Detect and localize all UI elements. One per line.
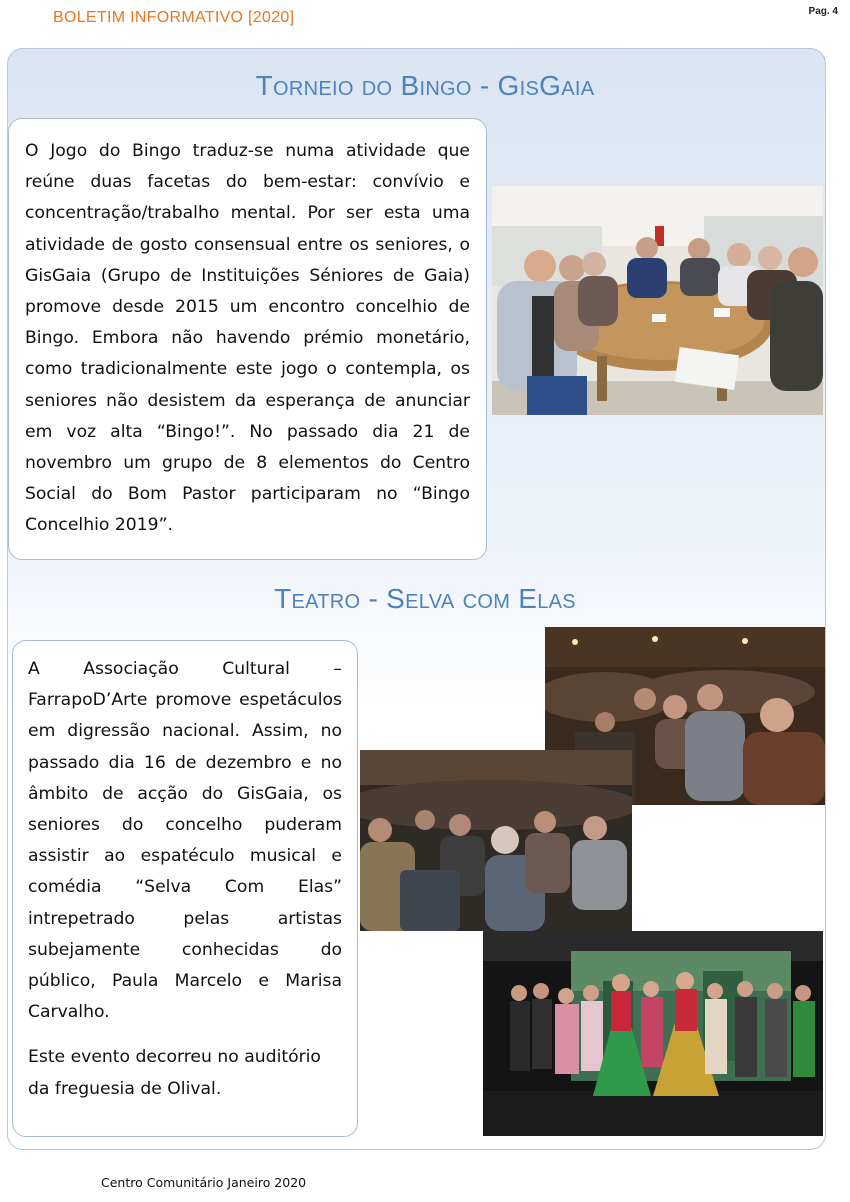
audience-photo-2-image (360, 750, 632, 931)
bingo-paragraph: O Jogo do Bingo traduz-se numa atividade que reúne duas facetas do bem-estar: convívio e concentração/trabalho mental. Por ser esta uma atividade de gosto consensual entre os seniores, o GisGaia (Grupo de Instituições Séniores de Gaia) promove desde 2015 um encontro concelhio de Bingo. Embora não havendo prémio monetário, como tradicionalmente este jogo o contempla, os seniores não desistem da esperança de anunciar em voz alta “Bingo!”. No passado dia 21 de novembro um grupo de 8 elementos do Centro Social do Bom Pastor participaram no “Bingo Concelhio 2019”. (25, 141, 470, 536)
bingo-photo (492, 186, 823, 415)
page-number: Pag. 4 (808, 6, 838, 17)
theatre-paragraph-venue: Este evento decorreu no auditório da freguesia de Olival. (28, 1047, 321, 1099)
theatre-text-card (12, 640, 358, 1137)
footer-text: Centro Comunitário Janeiro 2020 (101, 1175, 307, 1190)
bingo-photo-image (492, 186, 823, 415)
theatre-paragraph: A Associação Cultural – FarrapoD’Arte promove espetáculos em digressão nacional. Assim, no passado dia 16 de dezembro e no âmbito de acção do GisGaia, os seniores do concelho puderam assistir ao espatéculo musical e comédia “Selva Com Elas” intrepetrado pelas artistas subejamente conhecidas do público, Paula Marcelo e Marisa Carvalho. (28, 659, 342, 1023)
audience-photo-2 (360, 750, 632, 931)
stage-photo-image (483, 931, 823, 1136)
section-heading-bingo: Torneio do Bingo - GisGaia (255, 70, 595, 101)
bingo-text-card (8, 118, 487, 560)
stage-photo (483, 931, 823, 1136)
section-heading-theatre: Teatro - Selva com Elas (274, 583, 576, 614)
newsletter-title: BOLETIM INFORMATIVO [2020] (53, 9, 295, 26)
